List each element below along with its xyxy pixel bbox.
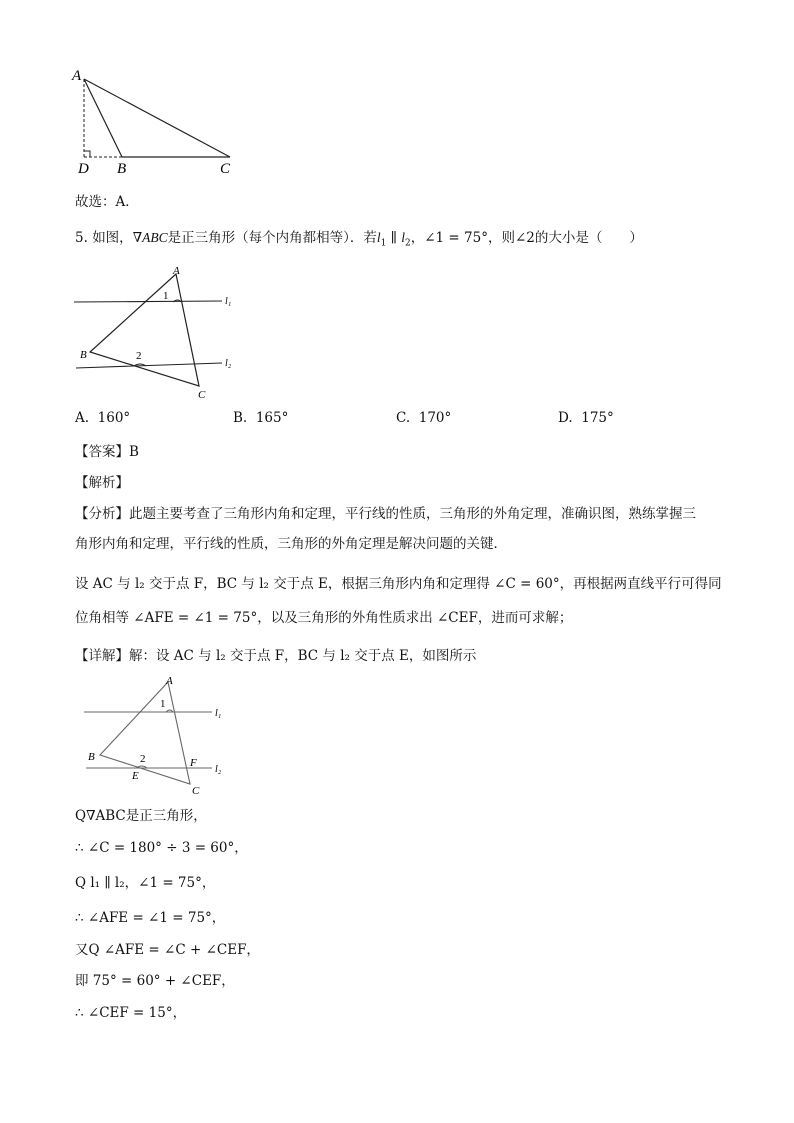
label-c: C [192, 785, 200, 797]
step-2: ∴ ∠C = 180° ÷ 3 = 60°， [75, 840, 248, 856]
figure-triangle-altitude [70, 65, 250, 180]
label-a: A [166, 675, 173, 687]
label-angle-2: 2 [140, 753, 146, 765]
answer-line [75, 442, 139, 462]
analysis-line-3: 设 AC 与 l₂ 交于点 F，BC 与 l₂ 交于点 E，根据三角形内角和定理得 ∠C = 60°，再根据两直线平行可得同 [75, 576, 722, 592]
analysis-line-1: 【分析】此题主要考查了三角形内角和定理，平行线的性质，三角形的外角定理，准确识图，熟练掌握三 [75, 506, 696, 522]
option-c[interactable]: C. 170° [396, 410, 452, 426]
label-b: B [117, 161, 127, 177]
option-a[interactable]: A. 160° [75, 410, 131, 426]
detail-line-1: 【详解】解：设 AC 与 l₂ 交于点 F，BC 与 l₂ 交于点 E，如图所示 [75, 648, 477, 664]
given-angle: ∠1 = 75° [424, 230, 488, 246]
option-b[interactable]: B. 165° [233, 410, 289, 426]
step-6: 即 75° = 60° + ∠CEF， [75, 973, 235, 989]
label-e: E [132, 770, 139, 782]
analysis-line-4: 位角相等 ∠AFE = ∠1 = 75°，以及三角形的外角性质求出 ∠CEF，进而可求解； [75, 610, 573, 626]
analysis-line-2: 角形内角和定理，平行线的性质，三角形的外角定理是解决问题的关键． [75, 536, 507, 552]
label-l1: l₁ [215, 708, 222, 719]
answer-tag: 【答案】 [75, 444, 129, 460]
label-a: A [72, 68, 82, 84]
label-angle-2: 2 [136, 350, 142, 362]
label-l1: l₁ [225, 296, 232, 307]
label-l2: l₂ [225, 358, 232, 369]
figure-triangle-labeled [80, 672, 250, 800]
question-5: 5. 如图，∇ABC是正三角形（每个内角都相等）．若$l_1$ ∥ $l_2$，∠1 = 75°，则∠2的大小是（ ） [75, 230, 643, 249]
label-c: C [198, 389, 206, 401]
step-1: Q∇ABC是正三角形， [75, 808, 207, 824]
answer-value: B [129, 444, 139, 460]
previous-answer-line: 故选：A． [75, 194, 139, 210]
step-7: ∴ ∠CEF = 15°， [75, 1005, 187, 1021]
triangle-abc: ∇ABC [132, 230, 168, 245]
label-angle-1: 1 [163, 290, 169, 302]
detail-tag: 【详解】 [75, 648, 129, 664]
label-d: D [78, 161, 89, 177]
analysis-heading: 【解析】 [75, 475, 129, 491]
label-b: B [80, 349, 87, 361]
label-b: B [88, 751, 95, 763]
label-c: C [220, 161, 231, 177]
step-3: Q l₁ ∥ l₂，∠1 = 75°， [75, 875, 216, 891]
option-d[interactable]: D. 175° [558, 410, 614, 426]
label-l2: l₂ [215, 764, 222, 775]
label-angle-1: 1 [160, 698, 166, 710]
step-5: 又Q ∠AFE = ∠C + ∠CEF， [75, 942, 260, 958]
label-a: A [173, 265, 180, 277]
question-number: 5. [75, 230, 88, 246]
analysis-tag: 【分析】 [75, 506, 129, 522]
label-f: F [190, 757, 197, 769]
figure-triangle-parallel-lines [70, 262, 250, 402]
step-4: ∴ ∠AFE = ∠1 = 75°， [75, 910, 226, 926]
